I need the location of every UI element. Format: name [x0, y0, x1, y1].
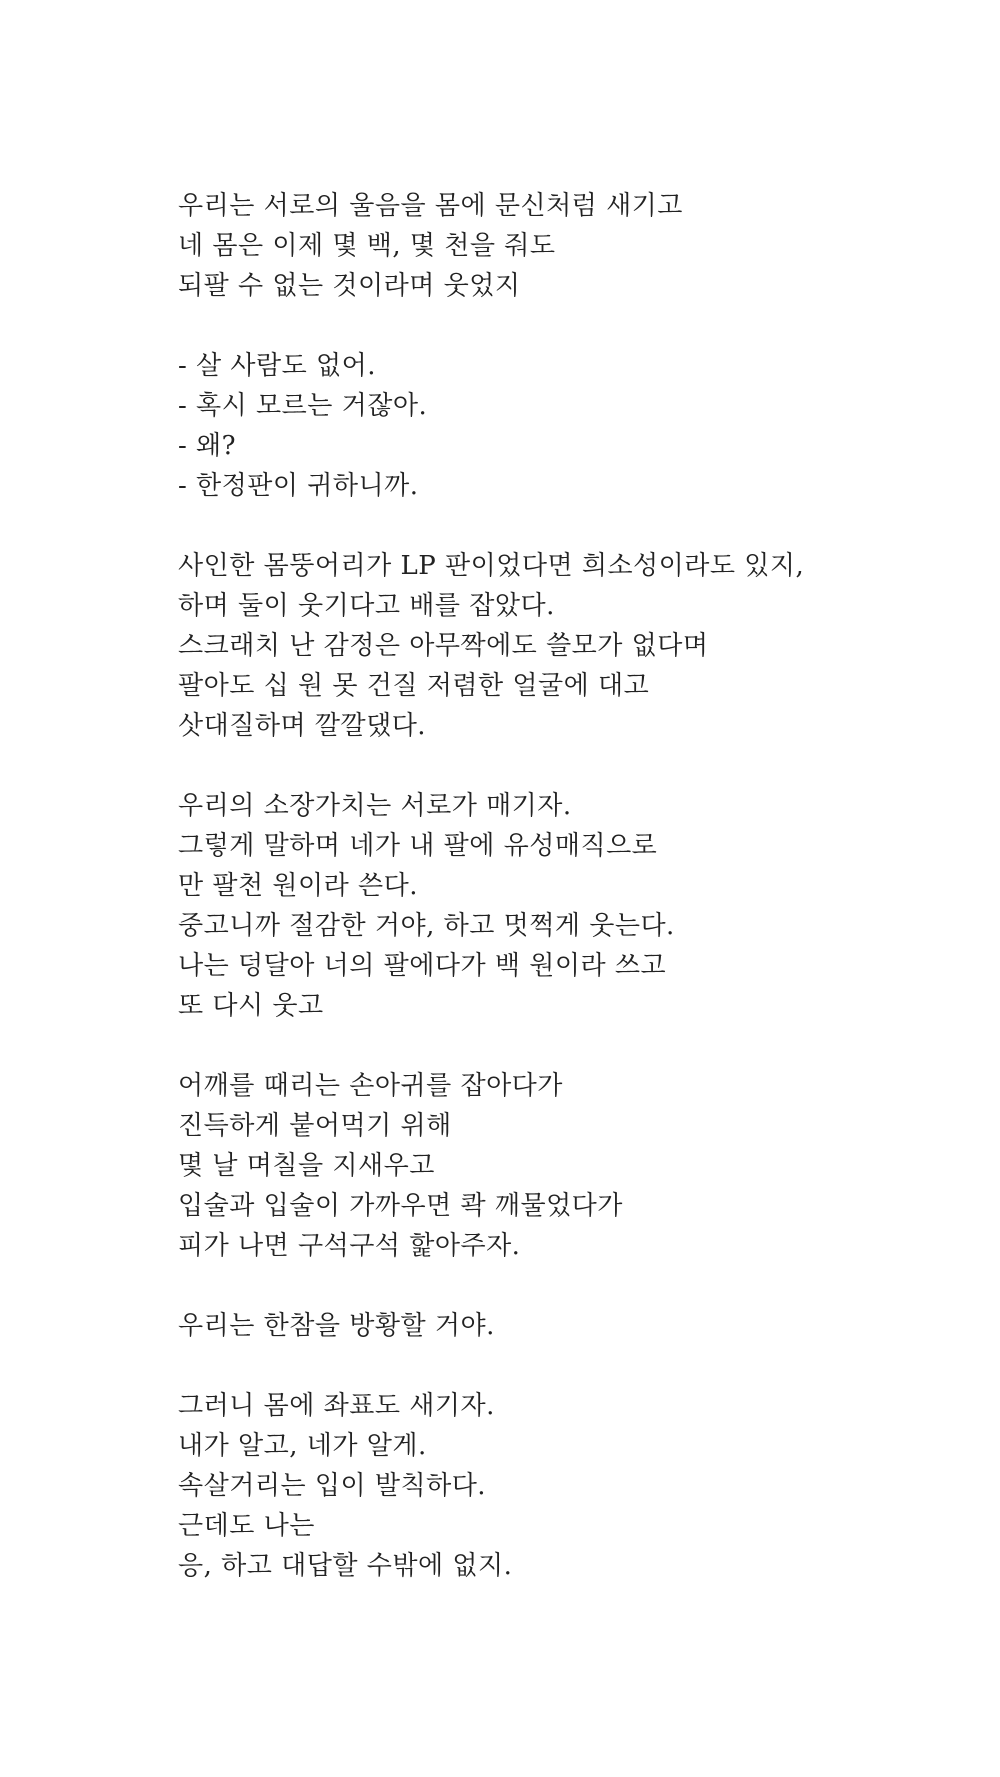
stanza-6	[178, 1306, 978, 1346]
poem-line: 속살거리는 입이 발칙하다.	[178, 1471, 487, 1501]
stanza-4	[178, 786, 978, 1026]
poem-line: 내가 알고, 네가 알게.	[178, 1431, 427, 1461]
poem-line: - 한정판이 귀하니까.	[178, 471, 419, 501]
poem-body	[178, 186, 978, 1626]
poem-line: 그렇게 말하며 네가 내 팔에 유성매직으로	[178, 831, 658, 861]
poem-line: 우리는 한참을 방황할 거야.	[178, 1311, 495, 1341]
poem-line: - 혹시 모르는 거잖아.	[178, 391, 428, 421]
poem-line: 어깨를 때리는 손아귀를 잡아다가	[178, 1071, 563, 1101]
stanza-1	[178, 186, 978, 306]
poem-line: 또 다시 웃고	[178, 991, 324, 1021]
stanza-7	[178, 1386, 978, 1586]
poem-line: 되팔 수 없는 것이라며 웃었지	[178, 271, 521, 301]
poem-line: 우리는 서로의 울음을 몸에 문신처럼 새기고	[178, 191, 683, 221]
stanza-2	[178, 346, 978, 506]
poem-line: 나는 덩달아 너의 팔에다가 백 원이라 쓰고	[178, 951, 667, 981]
stanza-5	[178, 1066, 978, 1266]
poem-line: 팔아도 십 원 못 건질 저렴한 얼굴에 대고	[178, 671, 650, 701]
poem-line: 진득하게 붙어먹기 위해	[178, 1111, 452, 1141]
poem-line: - 왜?	[178, 431, 237, 461]
poem-line: 입술과 입술이 가까우면 콱 깨물었다가	[178, 1191, 623, 1221]
poem-line: 만 팔천 원이라 쓴다.	[178, 871, 418, 901]
poem-line: 우리의 소장가치는 서로가 매기자.	[178, 791, 572, 821]
stanza-3	[178, 546, 978, 746]
poem-line: 근데도 나는	[178, 1511, 315, 1541]
poem-line: 스크래치 난 감정은 아무짝에도 쓸모가 없다며	[178, 631, 709, 661]
poem-line: 그러니 몸에 좌표도 새기자.	[178, 1391, 495, 1421]
poem-line: 삿대질하며 깔깔댔다.	[178, 711, 427, 741]
poem-line: 중고니까 절감한 거야, 하고 멋쩍게 웃는다.	[178, 911, 675, 941]
poem-line: 몇 날 며칠을 지새우고	[178, 1151, 435, 1181]
poem-line: 응, 하고 대답할 수밖에 없지.	[178, 1551, 513, 1581]
poem-line: 피가 나면 구석구석 핥아주자.	[178, 1231, 521, 1261]
poem-line: - 살 사람도 없어.	[178, 351, 377, 381]
poem-line: 사인한 몸뚱어리가 LP 판이었다면 희소성이라도 있지,	[178, 551, 805, 581]
poem-line: 하며 둘이 웃기다고 배를 잡았다.	[178, 591, 555, 621]
poem-line: 네 몸은 이제 몇 백, 몇 천을 줘도	[178, 231, 556, 261]
